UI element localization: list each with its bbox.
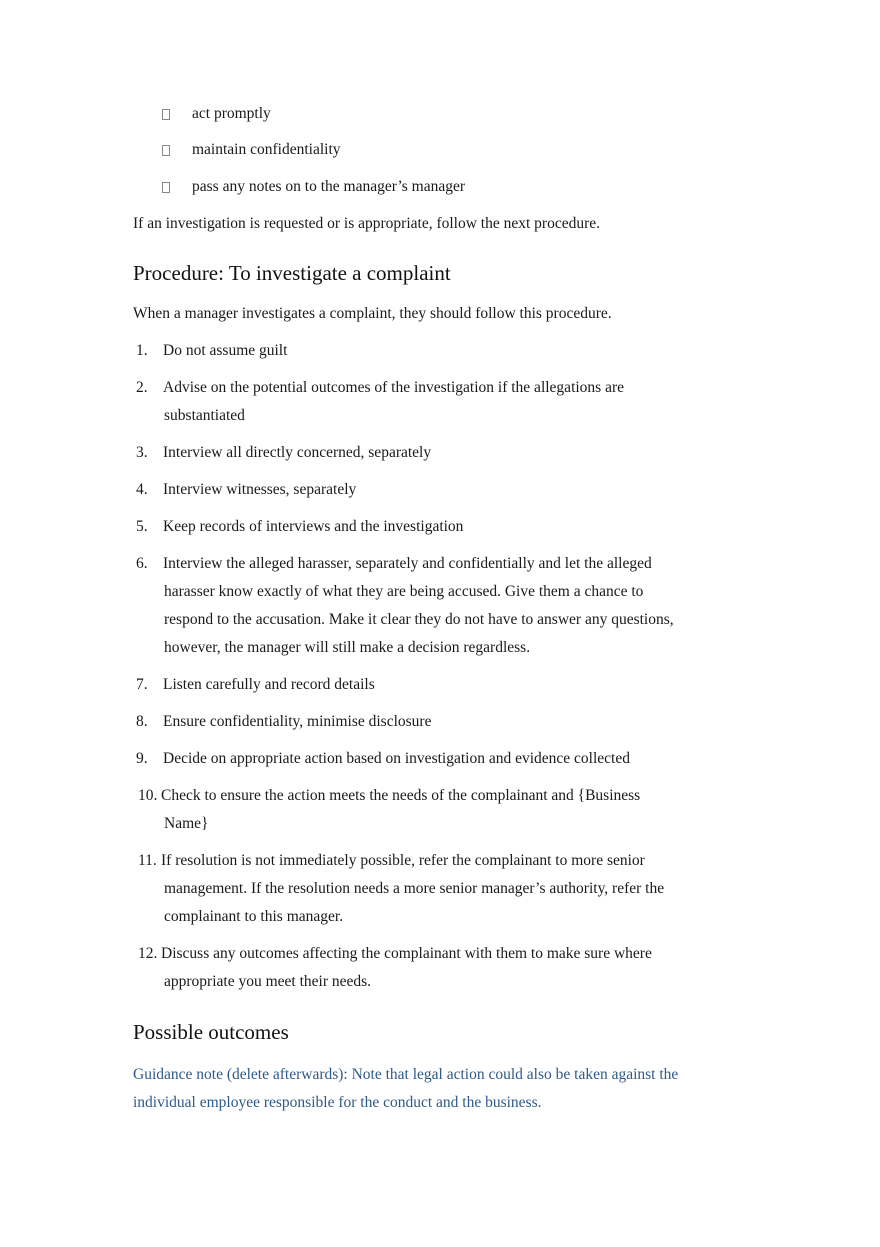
step-line: Do not assume guilt <box>163 342 288 359</box>
bullet-text: maintain confidentiality <box>192 141 341 158</box>
step-line: harasser know exactly of what they are being accused. Give them a chance to <box>164 583 644 600</box>
step-line: Interview all directly concerned, separately <box>163 444 432 461</box>
step-text <box>163 550 723 662</box>
guidance-line: Guidance note (delete afterwards): Note that legal action could also be taken against the <box>133 1066 679 1083</box>
step-line: Keep records of interviews and the investigation <box>163 518 464 535</box>
step-text <box>163 671 723 699</box>
step-line: substantiated <box>164 407 245 424</box>
step-number: 10. <box>138 787 158 804</box>
step-line: management. If the resolution needs a more senior manager’s authority, refer the <box>164 880 665 897</box>
bullet-item <box>0 104 880 128</box>
step-line: however, the manager will still make a decision regardless. <box>164 639 531 656</box>
step-number: 9. <box>136 750 148 767</box>
step-line: respond to the accusation. Make it clear they do not have to answer any questions, <box>164 611 674 628</box>
step-line: Ensure confidentiality, minimise disclosure <box>163 713 432 730</box>
step-line: Decide on appropriate action based on investigation and evidence collected <box>163 750 630 767</box>
step-text <box>161 782 721 838</box>
step-text <box>163 745 723 773</box>
checkbox-bullet-icon <box>162 182 170 193</box>
checkbox-bullet-icon <box>162 145 170 156</box>
step-number: 2. <box>136 379 148 396</box>
step-number: 1. <box>136 342 148 359</box>
bullet-text: act promptly <box>192 105 271 122</box>
procedure-intro: When a manager investigates a complaint, they should follow this procedure. <box>133 305 612 322</box>
step-line: complainant to this manager. <box>164 908 344 925</box>
step-number: 12. <box>138 945 158 962</box>
step-text <box>161 940 721 996</box>
step-number: 7. <box>136 676 148 693</box>
step-number: 4. <box>136 481 148 498</box>
guidance-note <box>133 1061 733 1117</box>
step-line: Check to ensure the action meets the needs of the complainant and {Business <box>161 787 641 804</box>
step-text <box>163 476 723 504</box>
step-line: Name} <box>164 815 209 832</box>
step-number: 3. <box>136 444 148 461</box>
step-number: 11. <box>138 852 157 869</box>
intro-paragraph: If an investigation is requested or is appropriate, follow the next procedure. <box>133 215 601 232</box>
bullet-item <box>0 177 880 201</box>
procedure-heading: Procedure: To investigate a complaint <box>133 261 451 285</box>
step-line: appropriate you meet their needs. <box>164 973 372 990</box>
step-number: 5. <box>136 518 148 535</box>
step-text <box>163 374 723 430</box>
step-number: 6. <box>136 555 148 572</box>
bullet-text: pass any notes on to the manager’s manager <box>192 178 466 195</box>
step-text <box>163 513 723 541</box>
step-text <box>163 337 723 365</box>
bullet-item <box>0 140 880 164</box>
step-line: Interview the alleged harasser, separately and confidentially and let the alleged <box>163 555 652 572</box>
step-text <box>163 439 723 467</box>
step-line: Interview witnesses, separately <box>163 481 357 498</box>
step-line: Discuss any outcomes affecting the complainant with them to make sure where <box>161 945 652 962</box>
step-text <box>161 847 721 931</box>
step-line: If resolution is not immediately possible, refer the complainant to more senior <box>161 852 645 869</box>
guidance-line: individual employee responsible for the conduct and the business. <box>133 1094 542 1111</box>
step-line: Advise on the potential outcomes of the investigation if the allegations are <box>163 379 625 396</box>
step-text <box>163 708 723 736</box>
step-number: 8. <box>136 713 148 730</box>
step-line: Listen carefully and record details <box>163 676 375 693</box>
checkbox-bullet-icon <box>162 109 170 120</box>
outcomes-heading: Possible outcomes <box>133 1020 289 1044</box>
